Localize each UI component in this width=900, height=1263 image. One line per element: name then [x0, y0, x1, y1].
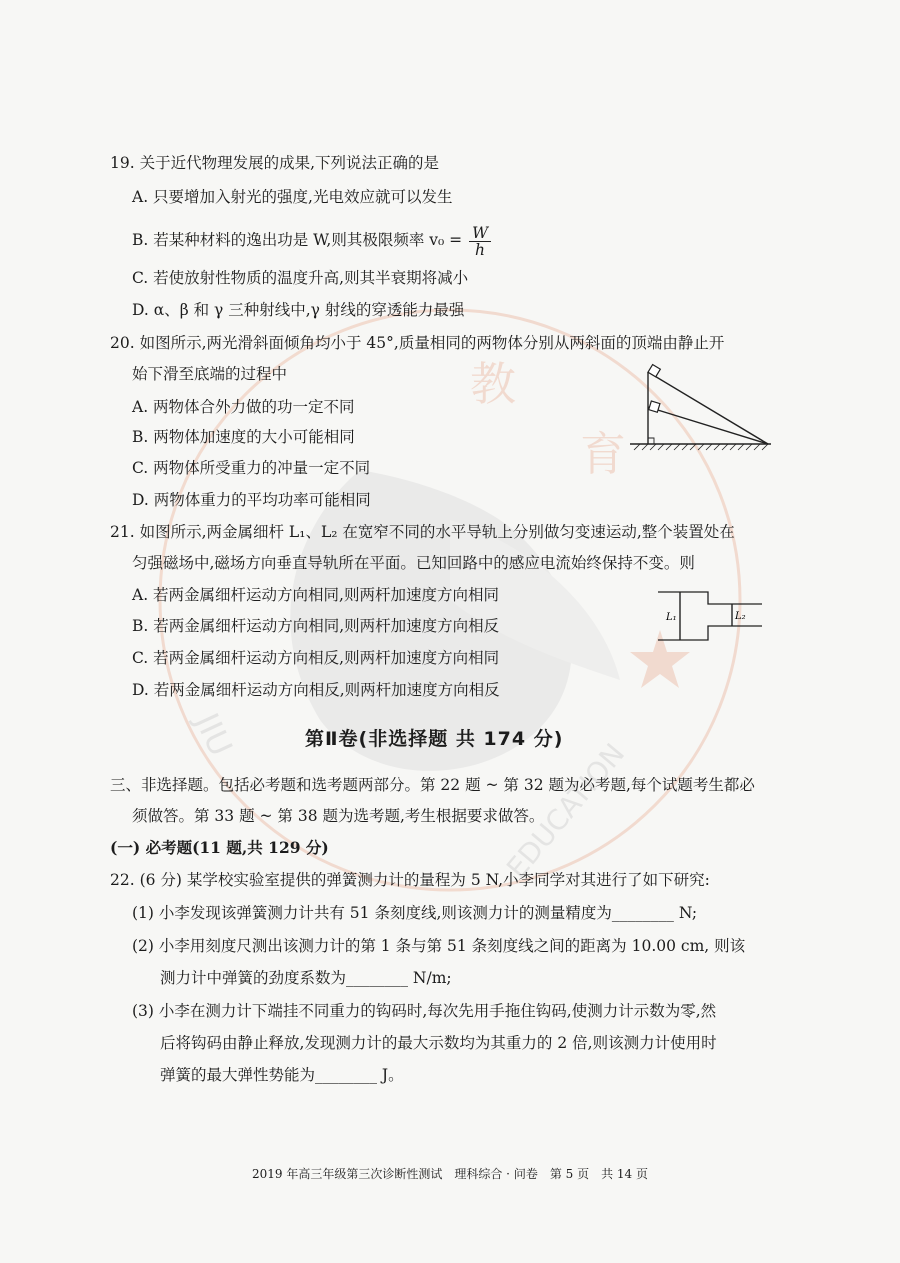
watermark-ring-right: EDUCATION [500, 737, 632, 885]
q19-stem: 19. 关于近代物理发展的成果,下列说法正确的是 [110, 154, 440, 172]
q20-option-d: D. 两物体重力的平均功率可能相同 [132, 491, 371, 509]
q22-stem: 22. (6 分) 某学校实验室提供的弹簧测力计的量程为 5 N,小李同学对其进行了如下研究: [110, 871, 710, 889]
watermark-char-1: 教 [470, 357, 516, 411]
q20-option-b: B. 两物体加速度的大小可能相同 [132, 428, 355, 446]
q20-stem-line2: 始下滑至底端的过程中 [132, 365, 288, 383]
q21-stem-line2: 匀强磁场中,磁场方向垂直导轨所在平面。已知回路中的感应电流始终保持不变。则 [132, 554, 695, 572]
q22-part3-line1: (3) 小李在测力计下端挂不同重力的钩码时,每次先用手拖住钩码,使测力计示数为零,然 [132, 1002, 717, 1020]
q19-fraction-numerator: W [469, 225, 491, 242]
section2-intro-line2: 须做答。第 33 题 ~ 第 38 题为选考题,考生根据要求做答。 [132, 807, 545, 825]
section2-title: 第Ⅱ卷(非选择题 共 174 分) [305, 728, 564, 750]
q22-part2-line2: 测力计中弹簧的劲度系数为________ N/m; [160, 969, 452, 987]
q21-rails-figure [652, 588, 767, 648]
q19-option-d: D. α、β 和 γ 三种射线中,γ 射线的穿透能力最强 [132, 301, 465, 319]
q20-stem-line1: 20. 如图所示,两光滑斜面倾角均小于 45°,质量相同的两物体分别从两斜面的顶端由静止开 [110, 334, 725, 352]
q21-stem-line1: 21. 如图所示,两金属细杆 L₁、L₂ 在宽窄不同的水平导轨上分别做匀变速运动,整个装置处在 [110, 523, 735, 541]
q22-part3-line3: 弹簧的最大弹性势能为________ J。 [160, 1066, 404, 1084]
q22-part2-line1: (2) 小李用刻度尺测出该测力计的第 1 条与第 51 条刻度线之间的距离为 10.00 cm, 则该 [132, 937, 746, 955]
watermark-ring-left: JIU [187, 707, 241, 762]
q20-block-top [648, 365, 660, 377]
q20-incline-figure [628, 362, 773, 457]
q21-option-b: B. 若两金属细杆运动方向相同,则两杆加速度方向相反 [132, 617, 500, 635]
q19-option-c: C. 若使放射性物质的温度升高,则其半衰期将减小 [132, 269, 469, 287]
q22-part3-line2: 后将钩码由静止释放,发现测力计的最大示数均为其重力的 2 倍,则该测力计使用时 [160, 1034, 717, 1052]
q21-option-d: D. 若两金属细杆运动方向相反,则两杆加速度方向相反 [132, 681, 500, 699]
q19-option-a: A. 只要增加入射光的强度,光电效应就可以发生 [132, 188, 453, 206]
q20-option-a: A. 两物体合外力做的功一定不同 [132, 398, 355, 416]
q22-part1: (1) 小李发现该弹簧测力计共有 51 条刻度线,则该测力计的测量精度为________ N; [132, 904, 698, 922]
q19-option-b [132, 222, 491, 258]
q21-option-a: A. 若两金属细杆运动方向相同,则两杆加速度方向相同 [132, 586, 499, 604]
q21-label-l2: L₂ [735, 611, 746, 622]
section2-intro-line1: 三、非选择题。包括必考题和选考题两部分。第 22 题 ~ 第 32 题为必考题,每个试题考生都必 [110, 776, 755, 794]
q20-block-lower [649, 401, 660, 412]
q21-option-c: C. 若两金属细杆运动方向相反,则两杆加速度方向相同 [132, 649, 500, 667]
q19-fraction [469, 225, 491, 258]
q19-option-b-text: B. 若某种材料的逸出功是 W,则其极限频率 v₀ = [132, 231, 463, 249]
q21-label-l1: L₁ [666, 612, 677, 623]
q19-fraction-denominator: h [475, 240, 486, 259]
q20-option-c: C. 两物体所受重力的冲量一定不同 [132, 459, 371, 477]
watermark-char-2: 育 [580, 427, 626, 481]
required-questions-heading: (一) 必考题(11 题,共 129 分) [110, 838, 329, 857]
page-footer: 2019 年高三年级第三次诊断性测试 理科综合 · 问卷 第 5 页 共 14 页 [252, 1167, 648, 1181]
